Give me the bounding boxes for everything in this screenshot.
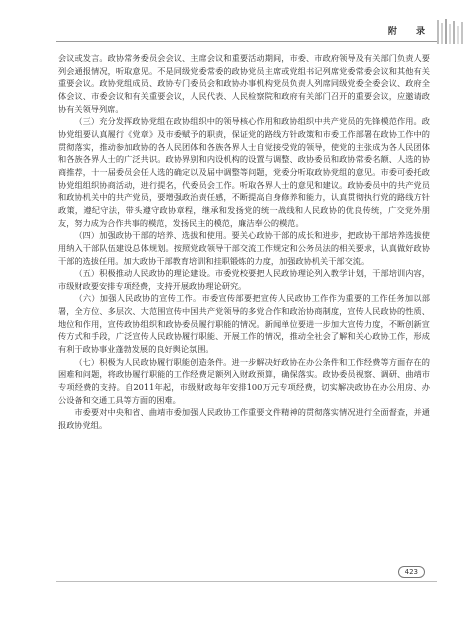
- paragraph: 市委要对中央和省、曲靖市委加强人民政协工作重要文件精神的贯彻落实情况进行全面督查，并通报政协党组。: [58, 407, 430, 431]
- header-rule: [56, 41, 437, 42]
- section-paragraph: （五）积极推动人民政协的理论建设。市委党校要把人民政协理论列入教学计划，干部培训内容，市级财政要安排专项经费，支持开展政协理论研究。: [58, 268, 430, 291]
- section-paragraph: （七）积极为人民政协履行职能创造条件。进一步解决好政协在办公条件和工作经费等方面存在的困难和问题，将政协履行职能的工作经费足额列入财政预算，确保落实。政协委员视察、调研、曲靖市专项经费的支持。自2011年起，市级财政每年安排100万元专项经费，切实解决政协在办公用房、办公设备和交通工具等方面的困难。: [58, 356, 430, 405]
- section-paragraph: （四）加强政协干部的培养、选拔和使用。要关心政协干部的成长和进步，把政协干部培养选拔使用纳入干部队伍建设总体规划。按照党政领导干部交流工作规定和公务员法的相关要求，认真做好政协干部的选拔任用。加大政协干部教育培训和挂职锻炼的力度，加强政协机关干部交流。: [58, 230, 430, 266]
- decorative-bars-icon: [435, 18, 465, 46]
- paragraph: 会议或发言。政协常务委员会会议、主席会议和重要活动期间，市委、市政府领导及有关部门负责人要列会通报情况，听取意见。不是同级党委常委的政协党员主席或党组书记列席党委常委会议和其他有关重要会议。政协党组成员、政协专门委员会和政协办事机构党员负责人列席同级党委全委会议、政府全体会议、市委会议和有关重要会议，人民代表、人民检察院和政府有关部门召开的重要会议，应邀请政协有关领导列席。: [58, 53, 430, 114]
- section-paragraph: （六）加强人民政协的宣传工作。市委宣传部要把宣传人民政协工作作为重要的工作任务加以部署，全方位、多层次、大范围宣传中国共产党领导的多党合作和政治协商制度，宣传人民政协的性质、地位和作用，宣传政协组织和政协委员履行职能的情况。新闻单位要进一步加大宣传力度，不断创新宣传方式和手段，广泛宣传人民政协履行职能、开展工作的情况，推动全社会了解和关心政协工作，形成有利于政协事业蓬勃发展的良好舆论氛围。: [58, 293, 430, 355]
- page-number: 423: [398, 566, 425, 578]
- document-body: [58, 52, 430, 432]
- section-paragraph: （三）充分发挥政协党组在政协组织中的领导核心作用和政协组织中共产党员的先锋模范作用。政协党组要认真履行《党章》及市委赋予的职责，保证党的路线方针政策和市委工作部署在政协工作中的贯彻落实，推动参加政协的各人民团体和各族各界人士自觉接受党的领导，使党的主张成为各人民团体和各族各界人士的广泛共识。政协界别和内设机构的设置与调整、政协委员和政协常委名额、人选的协商推荐，十一届委员会任人选的确定以及届中调整等问题，党委分听取政协党组的意见。市委可委托政协党组组织协商活动，进行提名，代委员会工作。听取各界人士的意见和建议。政协委员中的共产党员和政协机关中的共产党员，要增强政治责任感，不断提高自身修养和能力，认真贯彻执行党的路线方针政策，遵纪守法，带头遵守政协章程，继承和发扬党的统一战线和人民政协的优良传统，广交党外朋友，努力成为合作共事的模范，发扬民主的模范，廉洁奉公的模范。: [58, 116, 430, 228]
- page-header: [0, 0, 475, 44]
- header-title: 附 录: [387, 27, 433, 37]
- footer-rule: [56, 581, 437, 582]
